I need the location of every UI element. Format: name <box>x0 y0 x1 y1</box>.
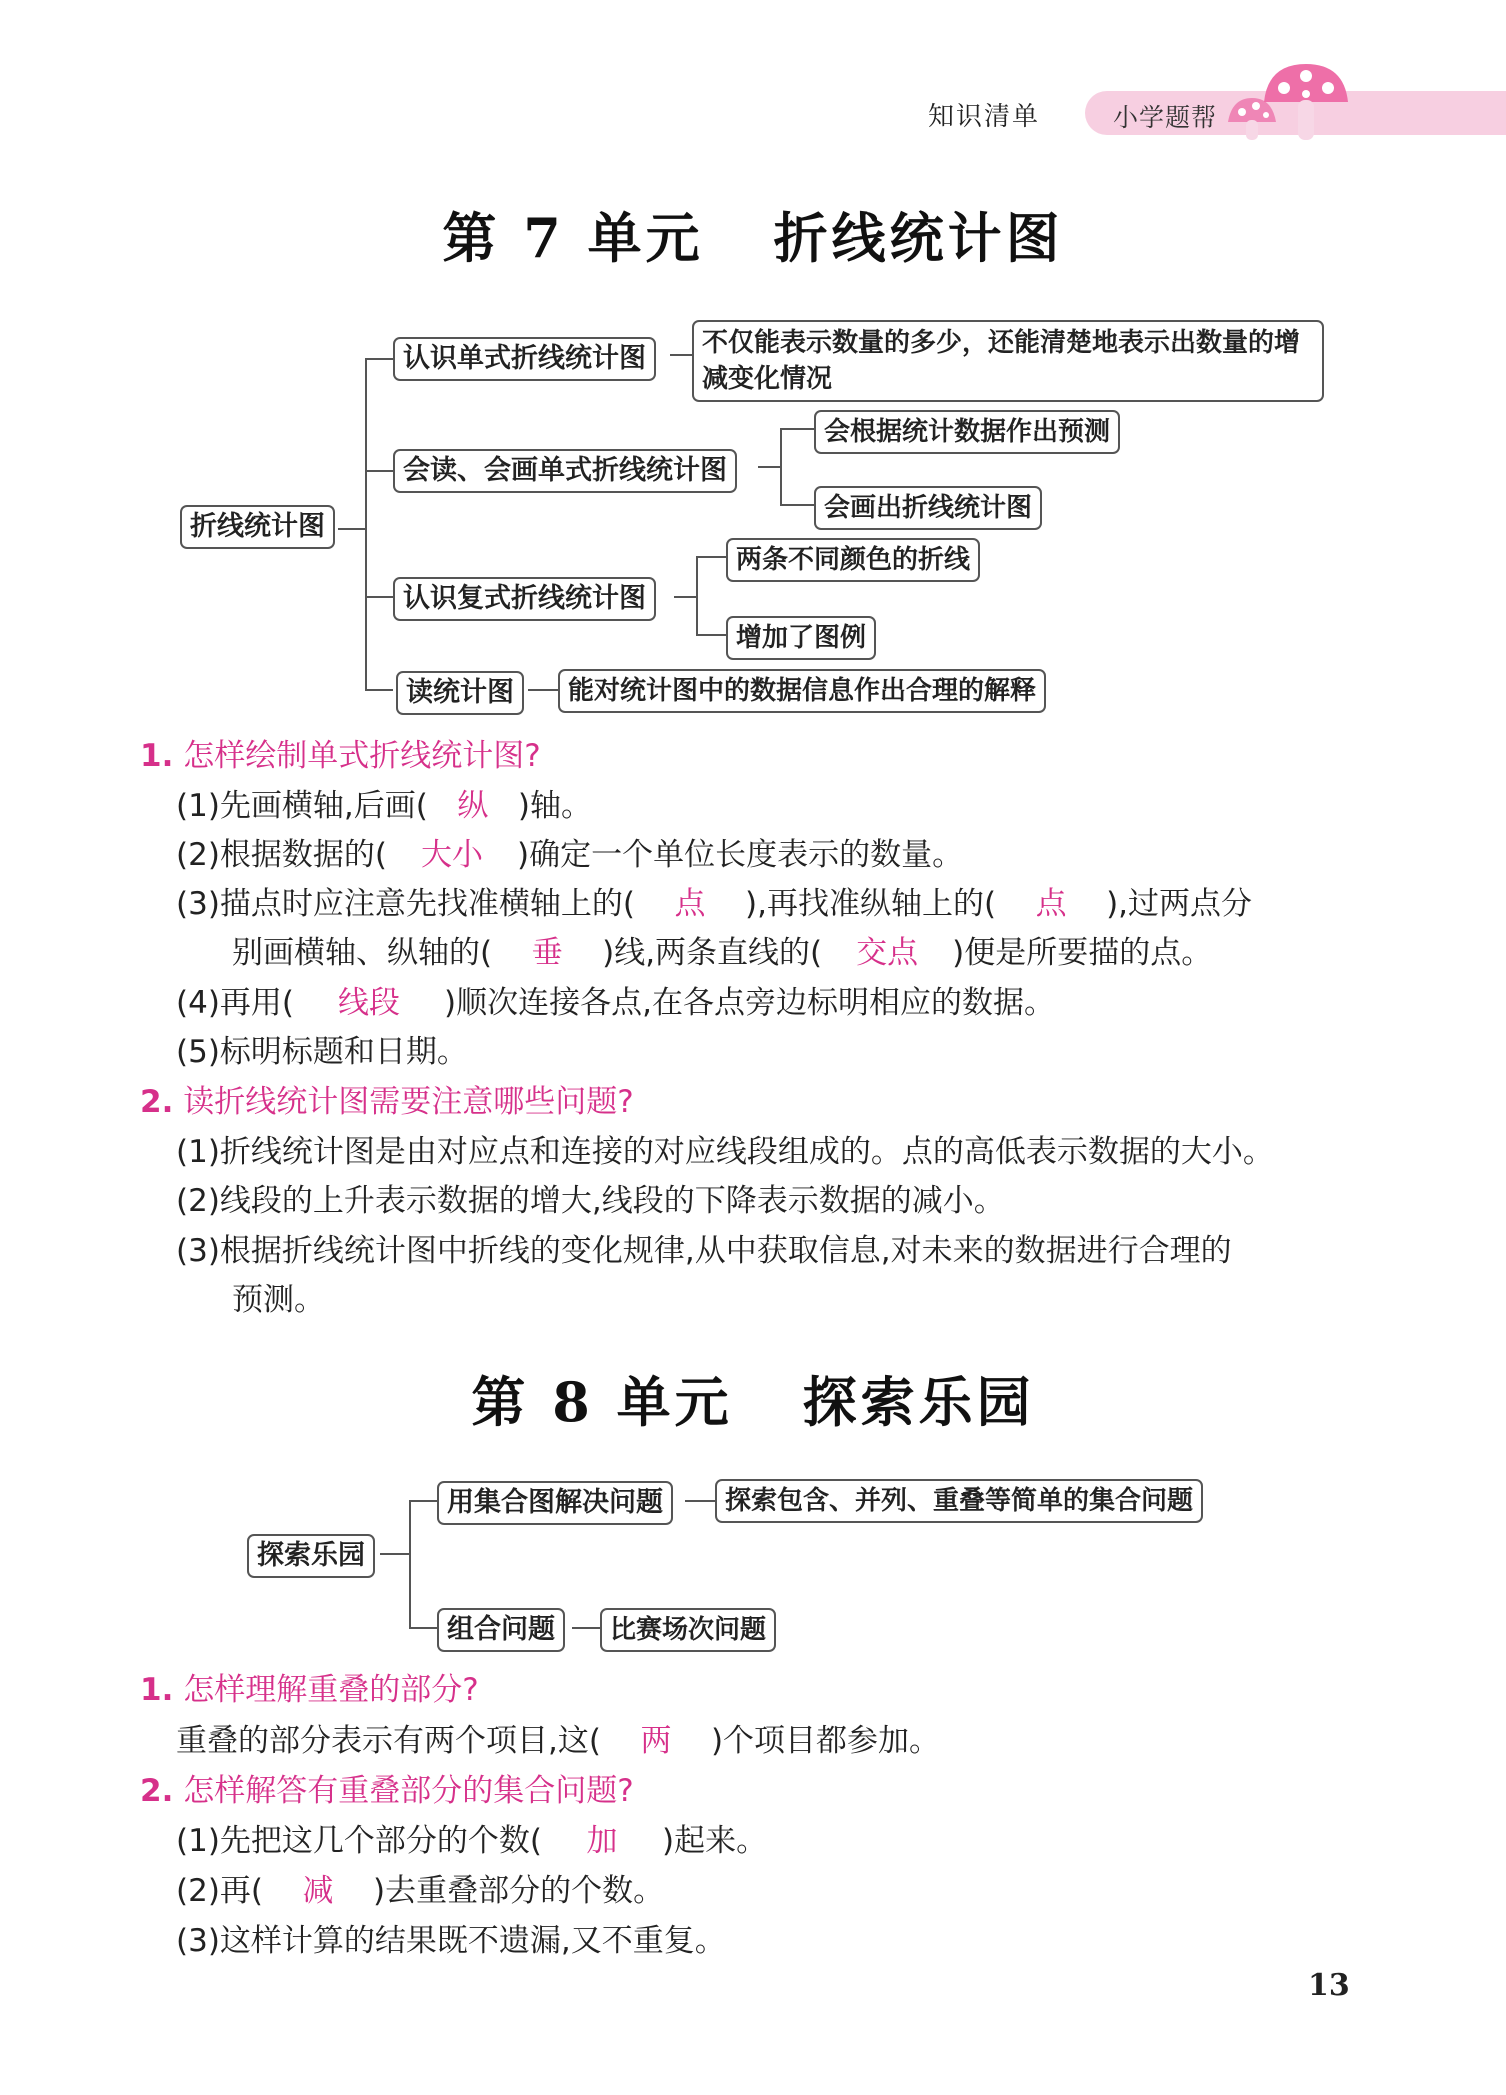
unit7-title-number: 第 7 单元 <box>442 206 704 270</box>
unit7-q2-line-1: (1)折线统计图是由对应点和连接的对应线段组成的。点的高低表示数据的大小。 <box>176 1134 1274 1170</box>
answer-blank: 大小 <box>421 837 484 873</box>
unit7-map-root: 折线统计图 <box>180 505 335 549</box>
unit7-q1-line-1: (1)先画横轴,后画( 纵 )轴。 <box>176 780 592 825</box>
unit7-title-name: 折线统计图 <box>773 206 1064 270</box>
answer-blank: 两 <box>640 1723 672 1759</box>
unit8-q2-line-3: (3)这样计算的结果既不遗漏,又不重复。 <box>176 1923 726 1959</box>
answer-blank: 交点 <box>856 935 919 971</box>
unit7-q1-line-5: (5)标明标题和日期。 <box>176 1034 468 1070</box>
unit7-q1-line-3: (3)描点时应注意先找准横轴上的( 点 ),再找准纵轴上的( 点 ),过两点分 <box>176 878 1252 923</box>
mushroom-icon <box>1222 60 1352 155</box>
unit7-map-leaf-2a: 会根据统计数据作出预测 <box>814 410 1120 454</box>
unit7-map-node-4: 读统计图 <box>396 671 524 715</box>
unit7-map-leaf-3b: 增加了图例 <box>726 616 876 660</box>
unit7-title <box>0 196 1506 273</box>
unit8-map-leaf-2: 比赛场次问题 <box>600 1608 776 1652</box>
answer-blank: 纵 <box>457 788 489 824</box>
unit8-title-number: 第 8 单元 <box>471 1370 733 1434</box>
unit8-question-1: 1. 怎样理解重叠的部分? <box>140 1672 479 1708</box>
unit8-map-node-1: 用集合图解决问题 <box>437 1481 673 1525</box>
unit7-question-1: 1. 怎样绘制单式折线统计图? <box>140 738 541 774</box>
unit7-map-leaf-2b: 会画出折线统计图 <box>814 486 1042 530</box>
unit8-q1-line-1: 重叠的部分表示有两个项目,这( 两 )个项目都参加。 <box>176 1715 940 1760</box>
unit7-map-node-3: 认识复式折线统计图 <box>393 577 656 621</box>
header-brand-label: 小学题帮 <box>1113 103 1218 132</box>
unit8-q2-line-2: (2)再( 减 )去重叠部分的个数。 <box>176 1865 664 1910</box>
unit8-title-name: 探索乐园 <box>802 1370 1035 1434</box>
answer-blank: 减 <box>302 1873 334 1909</box>
unit7-q1-line-2: (2)根据数据的( 大小 )确定一个单位长度表示的数量。 <box>176 829 963 874</box>
unit7-question-2: 2. 读折线统计图需要注意哪些问题? <box>140 1084 634 1120</box>
unit8-map-node-2: 组合问题 <box>437 1608 565 1652</box>
unit7-q1-line-4: (4)再用( 线段 )顺次连接各点,在各点旁边标明相应的数据。 <box>176 977 1055 1022</box>
unit8-map-root: 探索乐园 <box>247 1534 375 1578</box>
unit8-title <box>0 1360 1506 1437</box>
unit8-q2-line-1: (1)先把这几个部分的个数( 加 )起来。 <box>176 1815 767 1860</box>
answer-blank: 加 <box>586 1823 618 1859</box>
unit7-map-node-2: 会读、会画单式折线统计图 <box>393 449 737 493</box>
unit7-q2-line-3: (3)根据折线统计图中折线的变化规律,从中获取信息,对未来的数据进行合理的 <box>176 1233 1232 1269</box>
unit7-map-leaf-3a: 两条不同颜色的折线 <box>726 538 980 582</box>
unit7-map-leaf-4: 能对统计图中的数据信息作出合理的解释 <box>558 669 1046 713</box>
unit7-q2-line-3-cont: 预测。 <box>232 1282 325 1318</box>
unit8-question-2: 2. 怎样解答有重叠部分的集合问题? <box>140 1773 634 1809</box>
answer-blank: 点 <box>1035 886 1067 922</box>
answer-blank: 垂 <box>531 935 563 971</box>
unit7-map-leaf-1: 不仅能表示数量的多少，还能清楚地表示出数量的增减变化情况 <box>692 320 1324 402</box>
answer-blank: 线段 <box>338 985 401 1021</box>
unit8-map-leaf-1: 探索包含、并列、重叠等简单的集合问题 <box>715 1479 1203 1523</box>
header-section-label: 知识清单 <box>928 102 1041 132</box>
unit7-q2-line-2: (2)线段的上升表示数据的增大,线段的下降表示数据的减小。 <box>176 1183 1005 1219</box>
page-number: 13 <box>1308 1968 1350 2003</box>
unit7-map-node-1: 认识单式折线统计图 <box>393 337 656 381</box>
answer-blank: 点 <box>674 886 706 922</box>
unit7-q1-line-3-cont: 别画横轴、纵轴的( 垂 )线,两条直线的( 交点 )便是所要描的点。 <box>232 927 1212 972</box>
